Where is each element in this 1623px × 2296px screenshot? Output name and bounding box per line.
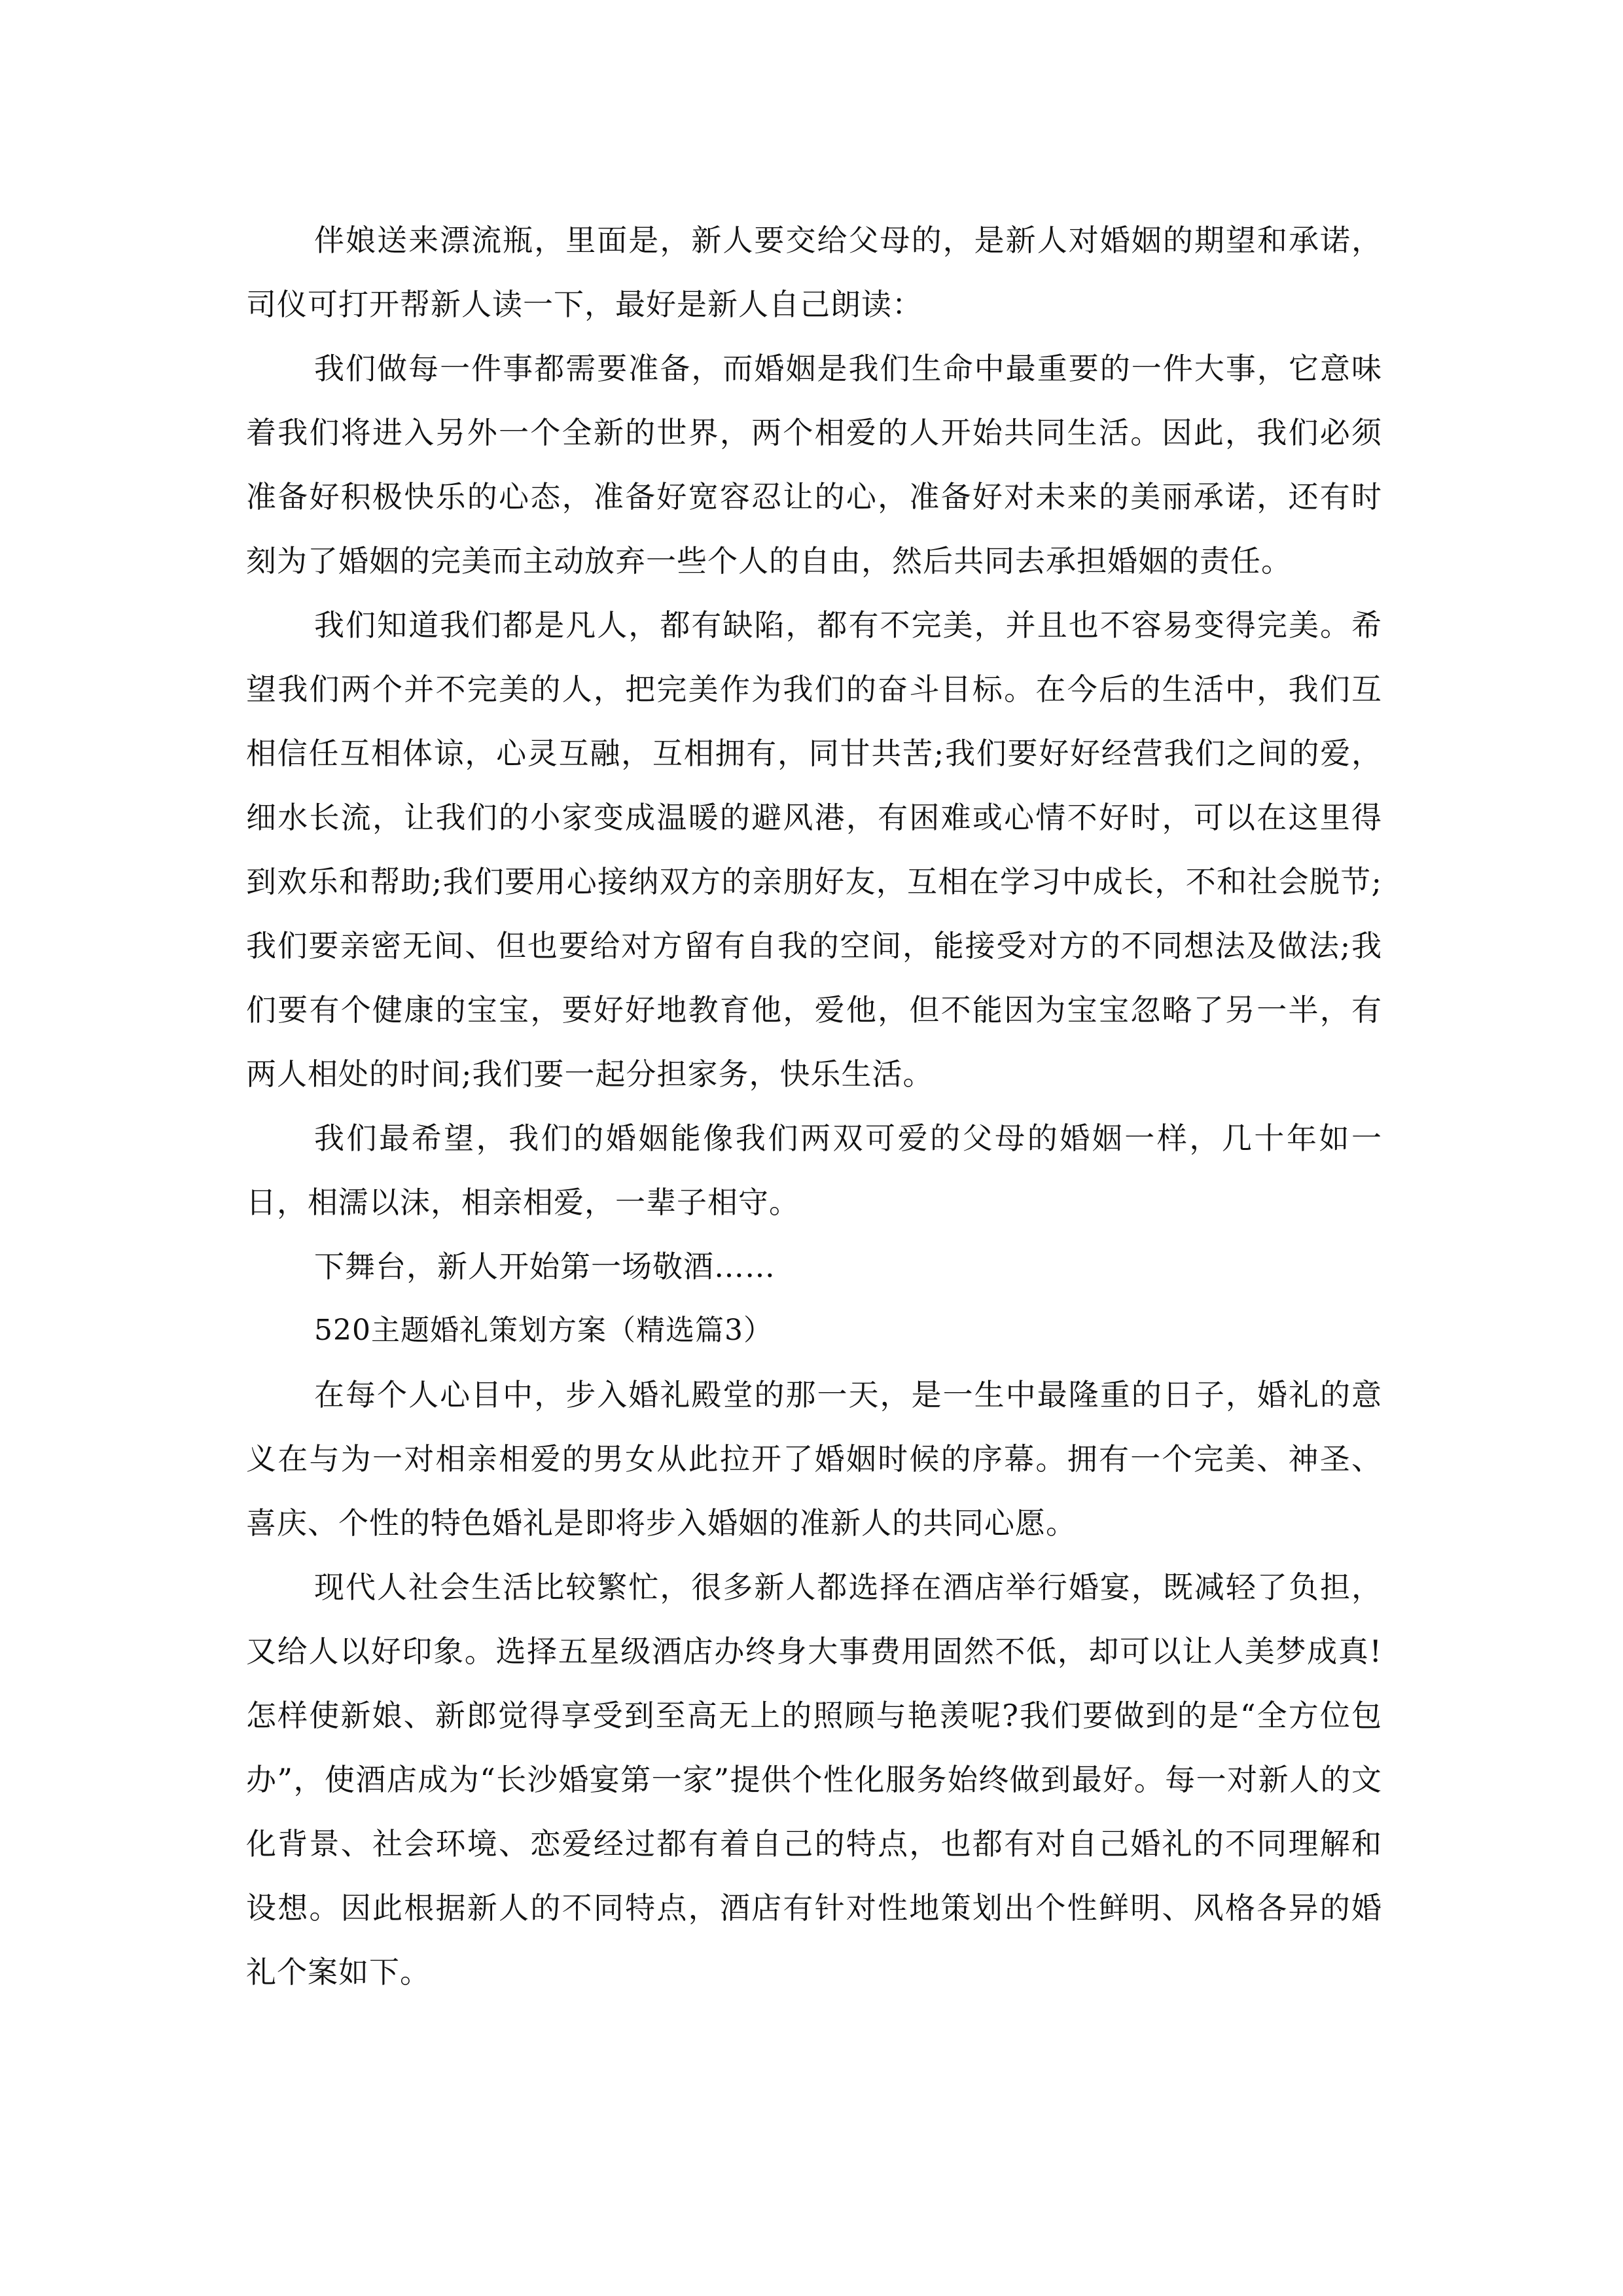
paragraph-marriage-preparation: 我们做每一件事都需要准备，而婚姻是我们生命中最重要的一件大事，它意味着我们将进入另外一个全新的世界，两个相爱的人开始共同生活。因此，我们必须准备好积极快乐的心态，准备好宽容忍让的心，准备好对未来的美丽承诺，还有时刻为了婚姻的完美而主动放弃一些个人的自由，然后共同去承担婚姻的责任。 xyxy=(246,351,1382,579)
paragraph-hope: 我们最希望，我们的婚姻能像我们两双可爱的父母的婚姻一样，几十年如一日，相濡以沫，相亲相爱，一辈子相守。 xyxy=(246,1121,1382,1220)
paragraph-drift-bottle: 伴娘送来漂流瓶，里面是，新人要交给父母的，是新人对婚姻的期望和承诺，司仪可打开帮新人读一下，最好是新人自己朗读： xyxy=(246,223,1382,322)
paragraph-hotel-wedding: 现代人社会生活比较繁忙，很多新人都选择在酒店举行婚宴，既减轻了负担，又给人以好印象。选择五星级酒店办终身大事费用固然不低，却可以让人美梦成真!怎样使新娘、新郎觉得享受到至高无上的照顾与艳羡呢?我们要做到的是“全方位包办”，使酒店成为“长沙婚宴第一家”提供个性化服务始终做到最好。每一对新人的文化背景、社会环境、恋爱经过都有着自己的特点，也都有对自己婚礼的不同理解和设想。因此根据新人的不同特点，酒店有针对性地策划出个性鲜明、风格各异的婚礼个案如下。 xyxy=(246,1570,1382,1990)
paragraph-toast: 下舞台，新人开始第一场敬酒…… xyxy=(314,1249,776,1284)
section-heading: 520主题婚礼策划方案（精选篇3） xyxy=(314,1314,773,1347)
document-body xyxy=(246,208,1382,2004)
paragraph-wedding-meaning: 在每个人心目中，步入婚礼殿堂的那一天，是一生中最隆重的日子，婚礼的意义在与为一对相亲相爱的男女从此拉开了婚姻时候的序幕。拥有一个完美、神圣、喜庆、个性的特色婚礼是即将步入婚姻的准新人的共同心愿。 xyxy=(246,1377,1382,1541)
paragraph-vows: 我们知道我们都是凡人，都有缺陷，都有不完美，并且也不容易变得完美。希望我们两个并不完美的人，把完美作为我们的奋斗目标。在今后的生活中，我们互相信任互相体谅，心灵互融，互相拥有，同甘共苦;我们要好好经营我们之间的爱，细水长流，让我们的小家变成温暖的避风港，有困难或心情不好时，可以在这里得到欢乐和帮助;我们要用心接纳双方的亲朋好友，互相在学习中成长，不和社会脱节;我们要亲密无间、但也要给对方留有自我的空间，能接受对方的不同想法及做法;我们要有个健康的宝宝，要好好地教育他，爱他，但不能因为宝宝忽略了另一半，有两人相处的时间;我们要一起分担家务，快乐生活。 xyxy=(246,607,1382,1092)
